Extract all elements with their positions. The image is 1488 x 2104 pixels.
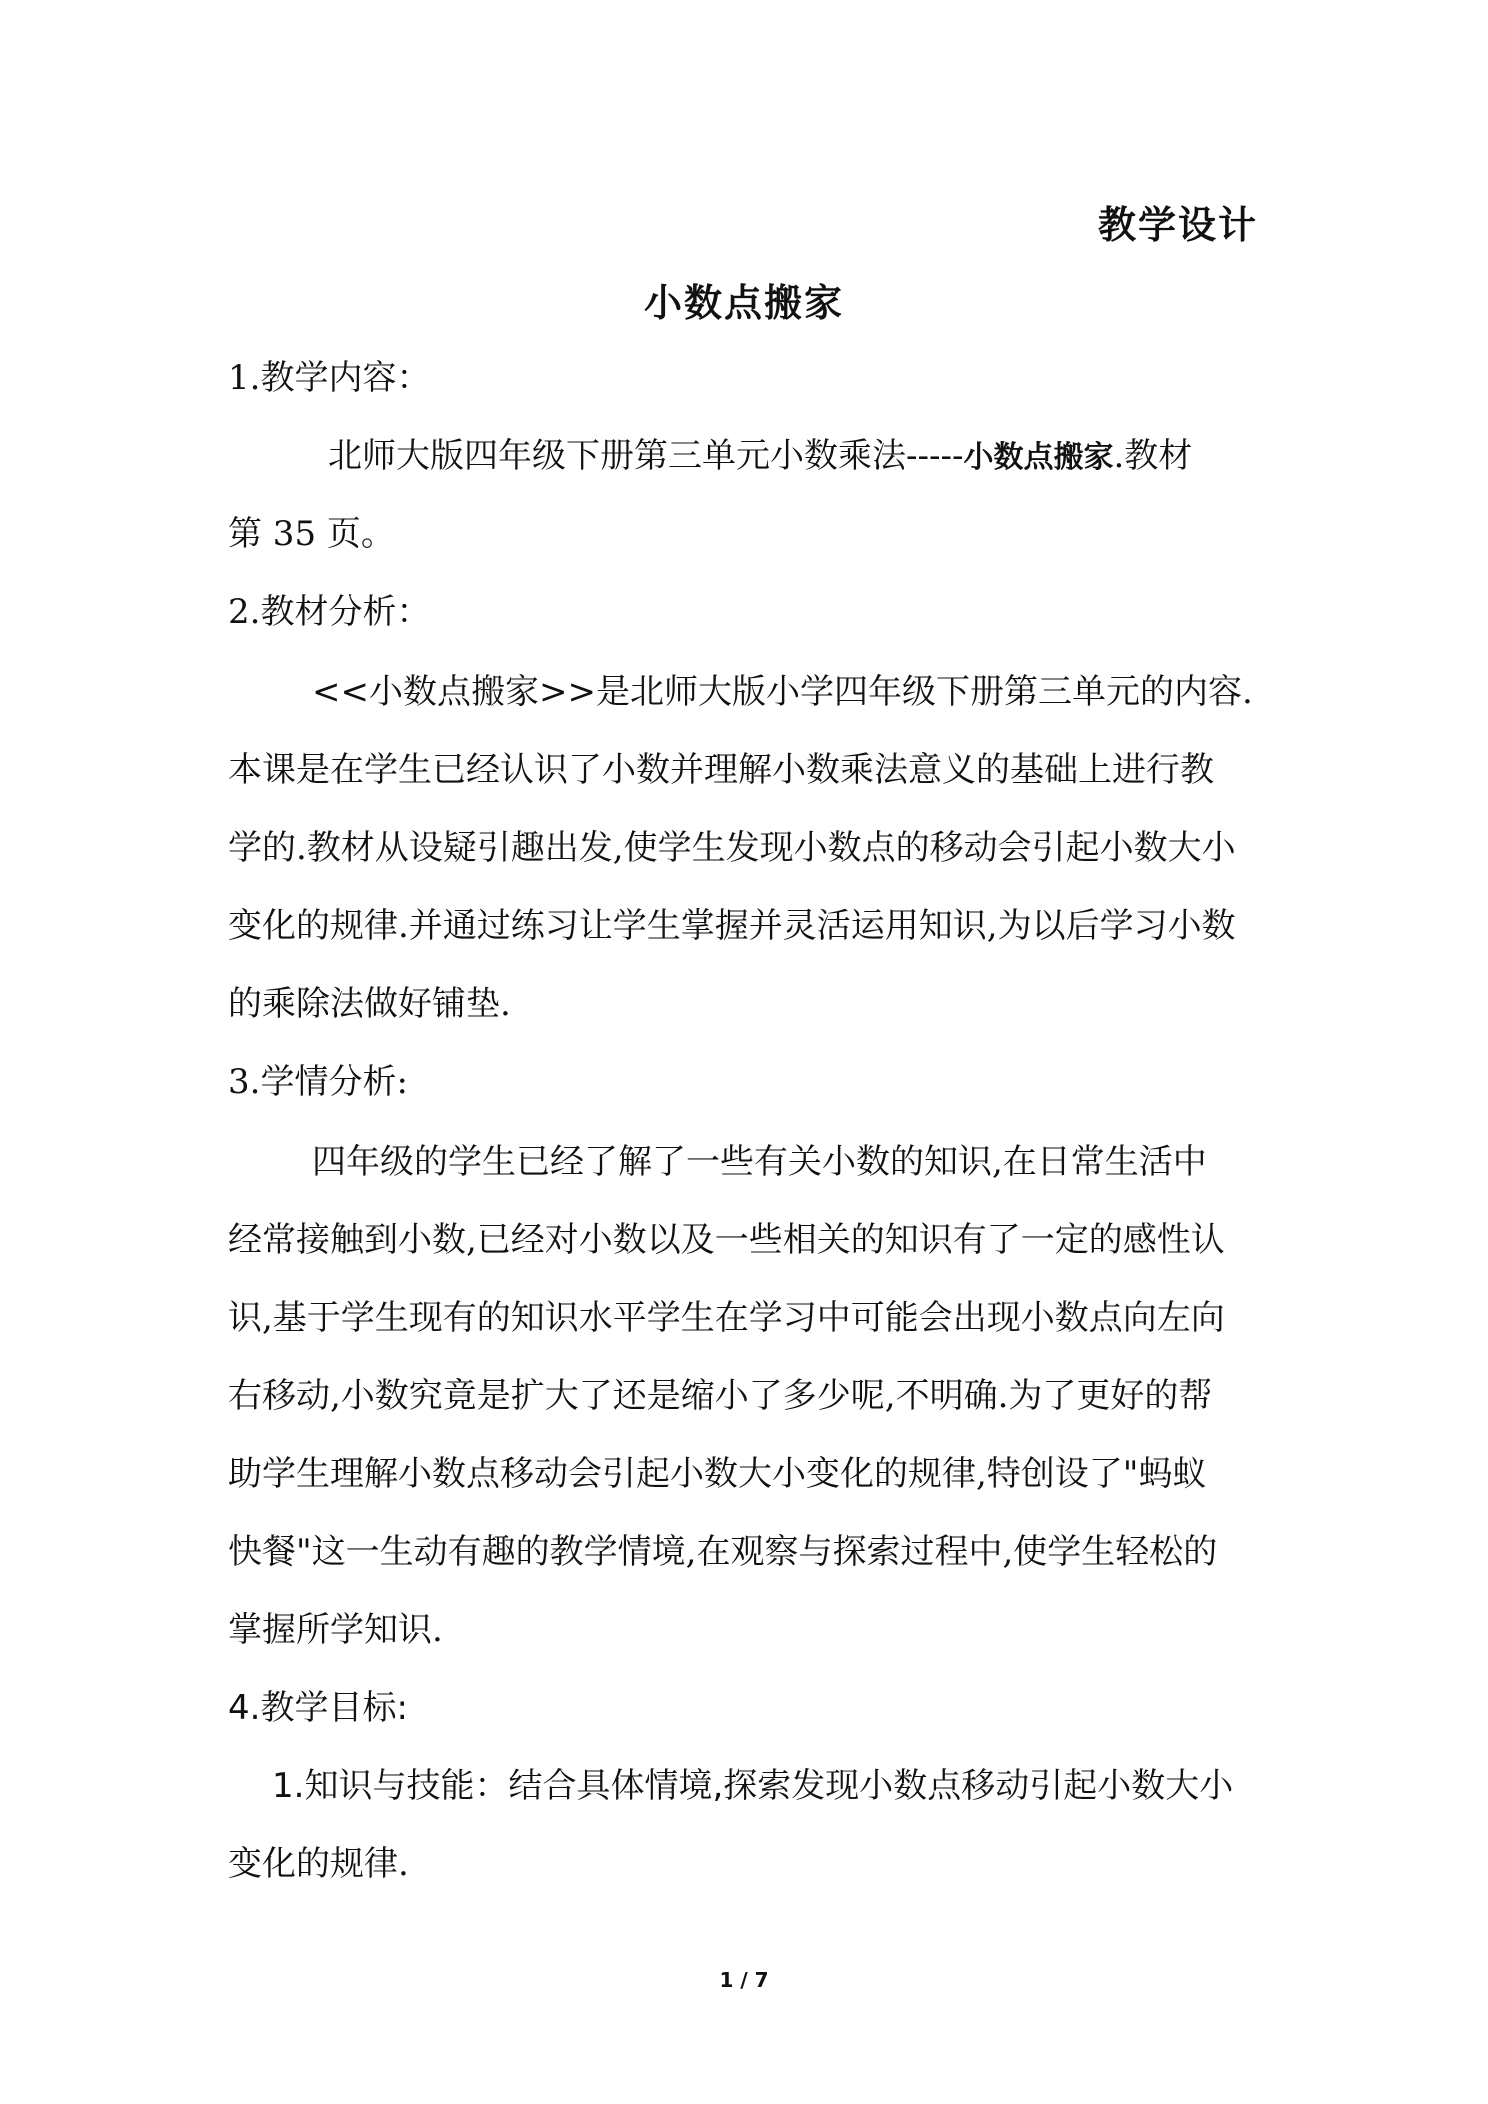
lesson-name-bold: 小数点搬家 (963, 440, 1114, 475)
paragraph-line: 四年级的学生已经了解了一些有关小数的知识,在日常生活中 (312, 1142, 1207, 1182)
paragraph-line: 掌握所学知识. (228, 1610, 443, 1650)
paragraph-line: 学的.教材从设疑引趣出发,使学生发现小数点的移动会引起小数大小 (228, 828, 1236, 868)
paragraph-line: 变化的规律. (228, 1844, 409, 1884)
paragraph-line: <<小数点搬家>>是北师大版小学四年级下册第三单元的内容. (312, 672, 1253, 712)
lesson-title: 小数点搬家 (643, 281, 844, 325)
paragraph-line: 的乘除法做好铺垫. (228, 984, 511, 1024)
section-heading-teaching-goals: 4.教学目标: (228, 1688, 408, 1728)
paragraph-line: 快餐"这一生动有趣的教学情境,在观察与探索过程中,使学生轻松的 (228, 1532, 1218, 1572)
section-heading-material-analysis: 2.教材分析： (228, 592, 431, 632)
paragraph-line: 第 35 页。 (228, 514, 395, 554)
paragraph-line: 右移动,小数究竟是扩大了还是缩小了多少呢,不明确.为了更好的帮 (228, 1376, 1213, 1416)
text-segment: 北师大版四年级下册第三单元小数乘法----- (328, 436, 964, 476)
paragraph-line: 识,基于学生现有的知识水平学生在学习中可能会出现小数点向左向 (228, 1298, 1225, 1338)
page-number: 1 / 7 (719, 1968, 769, 1992)
paragraph-line (328, 436, 1192, 478)
text-segment: .教材 (1113, 436, 1193, 476)
paragraph-line: 经常接触到小数,已经对小数以及一些相关的知识有了一定的感性认 (228, 1220, 1225, 1260)
paragraph-line: 1.知识与技能：结合具体情境,探索发现小数点移动引起小数大小 (272, 1766, 1234, 1806)
paragraph-line: 变化的规律.并通过练习让学生掌握并灵活运用知识,为以后学习小数 (228, 906, 1236, 946)
section-heading-teaching-content: 1.教学内容： (228, 358, 431, 398)
paragraph-line: 助学生理解小数点移动会引起小数大小变化的规律,特创设了"蚂蚁 (228, 1454, 1207, 1494)
section-heading-student-analysis: 3.学情分析: (228, 1062, 408, 1102)
paragraph-line: 本课是在学生已经认识了小数并理解小数乘法意义的基础上进行教 (228, 750, 1214, 790)
document-title: 教学设计 (1097, 203, 1258, 247)
